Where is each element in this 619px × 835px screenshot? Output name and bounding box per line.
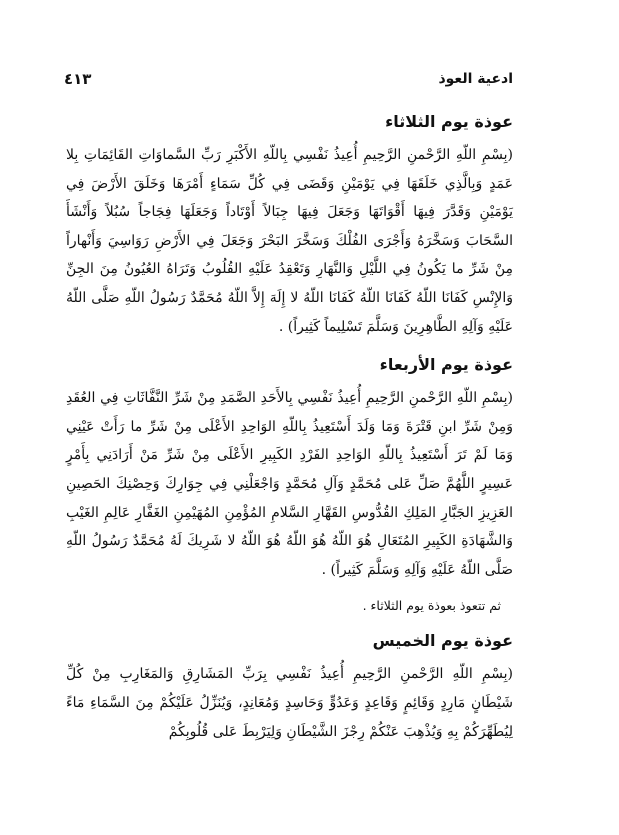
supplication-text: (بِسْمِ اللّهِ الرَّحْمنِ الرَّحِيمِ أُعِيذُ نَفْسِي بِالأَحَدِ الصَّمَدِ مِنْ شَرِّ النَّفَّاثَاتِ فِي العُقَدِ وَمِنْ شَرِّ ابنِ قَتْرَةَ وَمَا وَلَدَ أَسْتَعِيذُ بِاللّهِ الوَاحِدِ الأَعْلَى مِنْ شَرِّ ما رَأَتْ عَيْنِي وَمَا لَمْ تَرَ أَسْتَعِيذُ بِاللّهِ الوَاحِدِ الفَرْدِ الكَبِيرِ الأَعْلَى مِنْ شَرِّ مَنْ أَرَادَنِي بِأَمْرٍ عَسِيرٍ اللَّهُمَّ صَلِّ عَلى مُحَمَّدٍ وَآلِ مُحَمَّدٍ وَاجْعَلْنِي فِي جِوَارِكَ وَحِصْنِكَ الحَصِينِ العَزِيزِ الجَبَّارِ المَلِكِ القُدُّوسِ القَهَّارِ السَّلامِ المُؤْمِنِ المُهَيْمِنِ الغَفَّارِ عَالِمِ الغَيْبِ وَالشَّهَادَةِ الكَبِيرِ المُتَعَالِ هُوَ اللّهُ هُوَ اللّهُ هُوَ اللّهُ لا شَرِيكَ لَهُ مُحَمَّدٌ رَسُولُ اللّهِ صَلَّى اللّهُ عَلَيْهِ وَآلِهِ وَسَلَّمَ كَثِيراً) . (66, 390, 513, 578)
running-title: ادعية العوذ (438, 71, 513, 87)
supplication-text: (بِسْمِ اللّهِ الرَّحْمنِ الرَّحِيمِ أُعِيذُ نَفْسِي بِاللّهِ الأَكْبَرِ رَبِّ السَّماوَاتِ القَائِمَاتِ بِلا عَمَدٍ وَبِالَّذِي خَلَقَهَا فِي يَوْمَيْنِ وَقَضَى فِي كُلِّ سَمَاءٍ أَمْرَهَا وَخَلَقَ الأَرْضَ فِي يَوْمَيْنِ وَقَدَّرَ فِيهَا أَقْوَاتَهَا وَجَعَلَ فِيهَا جِبَالاً أَوْتَاداً وَجَعَلَهَا فِجَاجاً سُبُلاً وَأَنْشَأَ السَّحَابَ وَسَخَّرَهُ وَأَجْرَى الفُلْكَ وَسَخَّرَ البَحْرَ وَجَعَلَ فِي الأَرْضِ رَوَاسِيَ وَأَنْهاراً مِنْ شَرِّ ما يَكُونُ فِي اللَّيْلِ وَالنَّهَارِ وَتَعْقِدُ عَلَيْهِ القُلُوبُ وَتَرَاهُ العُيُونُ مِنَ الجِنِّ وَالإِنْسِ كَفَانَا اللّهُ كَفَانَا اللّهُ كَفَانَا اللّهُ لا إِلَهَ إِلاَّ اللّهُ مُحَمَّدٌ رَسُولُ اللّهِ صَلَّى اللّهُ عَلَيْهِ وَآلِهِ الطَّاهِرِينَ وَسَلَّمَ تَسْلِيماً كَثِيراً) . (66, 147, 513, 335)
section-heading: عوذة يوم الثلاثاء (385, 112, 513, 131)
instruction-note: ثم تتعوذ بعوذة يوم الثلاثاء . (362, 598, 501, 614)
supplication-text: (بِسْمِ اللّهِ الرَّحْمنِ الرَّحِيمِ أُعِيذُ نَفْسِي بِرَبِّ المَشَارِقِ وَالمَغَارِبِ مِنْ كُلِّ شَيْطَانٍ مَارِدٍ وَقَائِمٍ وَقَاعِدٍ وَعَدُوٍّ وَحَاسِدٍ وَمُعَانِدٍ، وَيُنَزِّلُ عَلَيْكُمْ مِنَ السَّمَاءِ مَاءً لِيُطَهِّرَكُمْ بِهِ وَيُذْهِبَ عَنْكُمْ رِجْزَ الشَّيْطَانِ وَلِيَرْبِطَ عَلى قُلُوبِكُمْ (66, 666, 513, 740)
section-wednesday (66, 355, 513, 613)
section-heading: عوذة يوم الخميس (372, 631, 513, 651)
page-number: ٤١٣ (64, 70, 92, 88)
page-header (64, 70, 513, 88)
section-heading: عوذة يوم الأربعاء (379, 355, 513, 375)
page-content (66, 112, 513, 760)
section-thursday (66, 631, 513, 746)
section-tuesday (66, 112, 513, 341)
